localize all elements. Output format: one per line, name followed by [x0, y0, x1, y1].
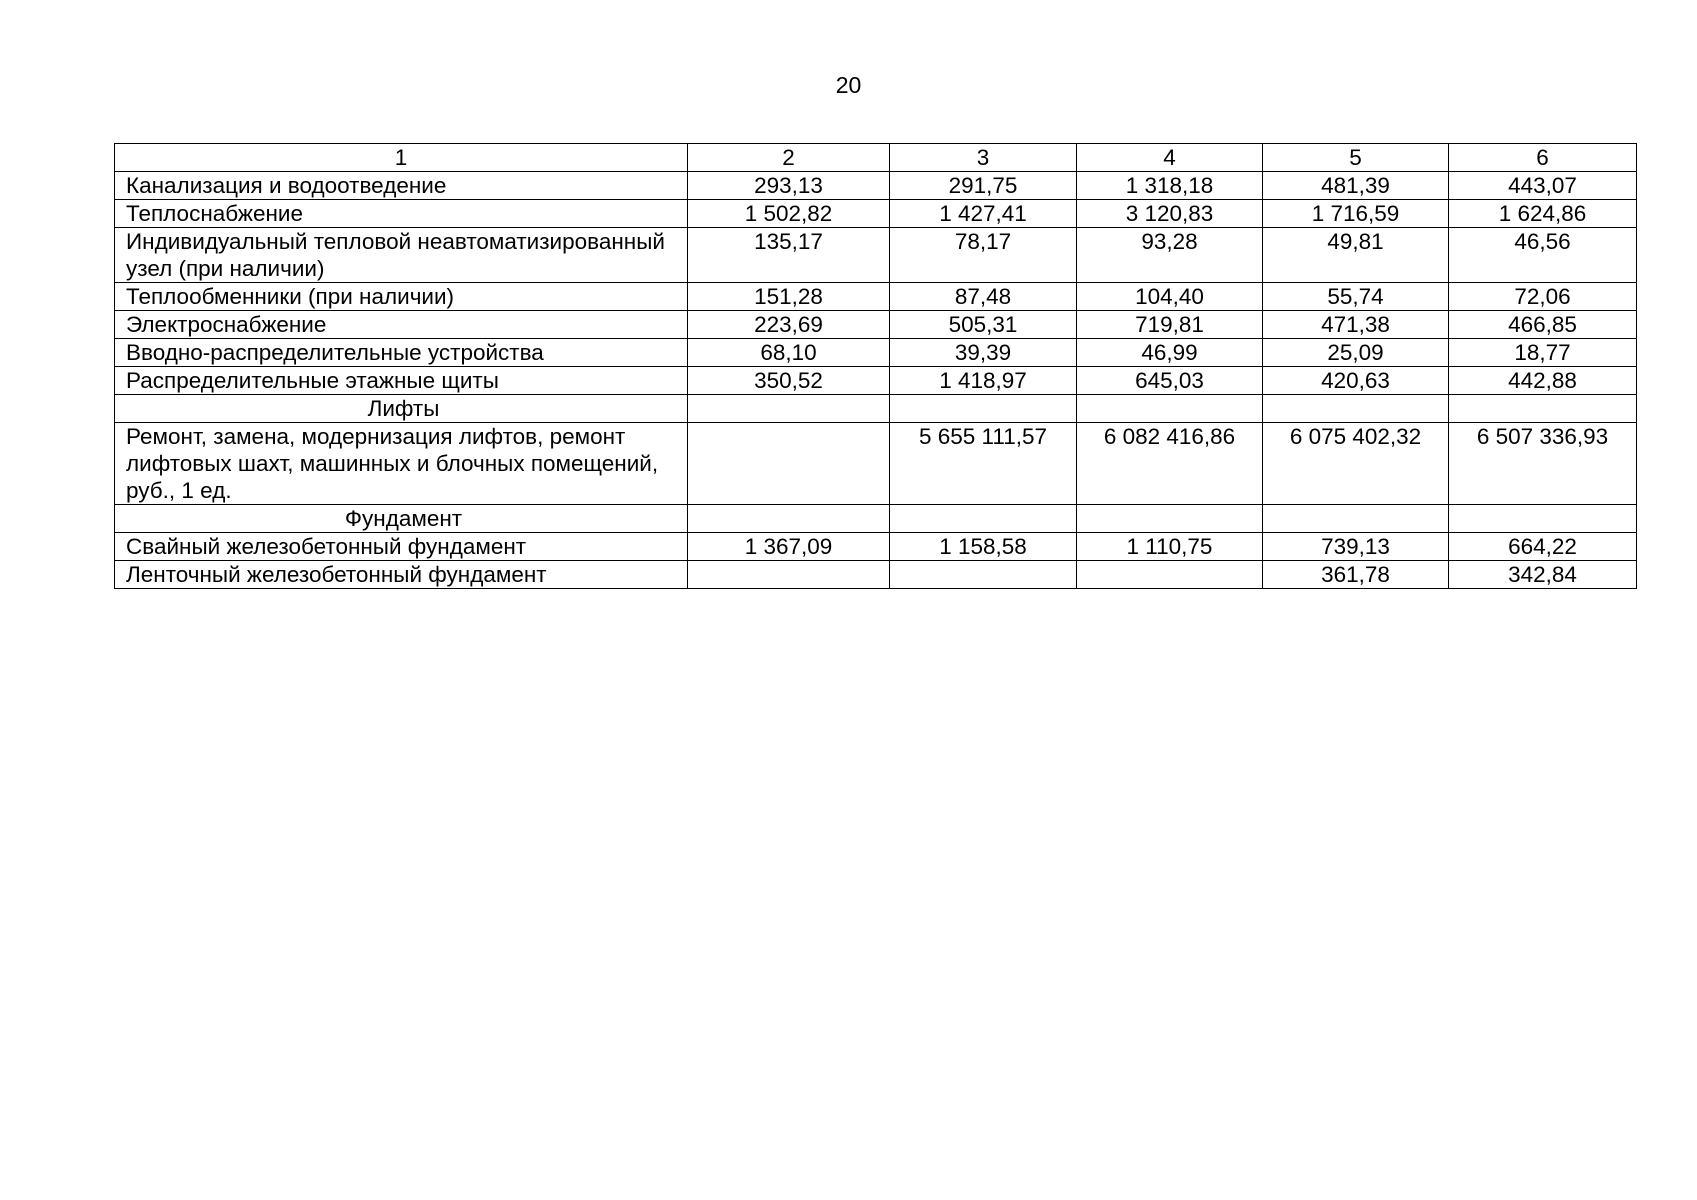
table-row — [115, 561, 1637, 589]
cell-value: 719,81 — [1077, 311, 1263, 339]
row-label: Свайный железобетонный фундамент — [115, 533, 688, 561]
column-header: 2 — [688, 144, 890, 172]
cell-value — [1263, 395, 1449, 423]
cell-value — [688, 561, 890, 589]
cell-value: 466,85 — [1449, 311, 1637, 339]
cell-value: 18,77 — [1449, 339, 1637, 367]
cell-value: 645,03 — [1077, 367, 1263, 395]
cell-value: 1 427,41 — [890, 200, 1077, 228]
cell-value: 68,10 — [688, 339, 890, 367]
row-label: Канализация и водоотведение — [115, 172, 688, 200]
cell-value: 664,22 — [1449, 533, 1637, 561]
cell-value: 293,13 — [688, 172, 890, 200]
table-row — [115, 283, 1637, 311]
cell-value: 1 502,82 — [688, 200, 890, 228]
cell-value: 6 507 336,93 — [1449, 423, 1637, 505]
section-row — [115, 395, 1637, 423]
cell-value: 151,28 — [688, 283, 890, 311]
cell-value: 93,28 — [1077, 228, 1263, 283]
cell-value: 361,78 — [1263, 561, 1449, 589]
table-row — [115, 533, 1637, 561]
cell-value: 3 120,83 — [1077, 200, 1263, 228]
section-row — [115, 505, 1637, 533]
cell-value: 1 624,86 — [1449, 200, 1637, 228]
column-header: 4 — [1077, 144, 1263, 172]
cell-value: 87,48 — [890, 283, 1077, 311]
cell-value: 471,38 — [1263, 311, 1449, 339]
cell-value: 442,88 — [1449, 367, 1637, 395]
row-label: Теплоснабжение — [115, 200, 688, 228]
cell-value: 78,17 — [890, 228, 1077, 283]
cell-value: 25,09 — [1263, 339, 1449, 367]
table-row — [115, 228, 1637, 283]
table-row — [115, 311, 1637, 339]
cell-value — [688, 395, 890, 423]
table-row — [115, 339, 1637, 367]
cost-table — [114, 143, 1637, 589]
cell-value: 46,56 — [1449, 228, 1637, 283]
cell-value: 55,74 — [1263, 283, 1449, 311]
column-header: 6 — [1449, 144, 1637, 172]
cell-value: 1 418,97 — [890, 367, 1077, 395]
cell-value: 1 110,75 — [1077, 533, 1263, 561]
cell-value — [890, 505, 1077, 533]
cell-value: 1 158,58 — [890, 533, 1077, 561]
cell-value: 6 082 416,86 — [1077, 423, 1263, 505]
page-number: 20 — [835, 72, 862, 98]
cell-value: 39,39 — [890, 339, 1077, 367]
row-label: Ленточный железобетонный фундамент — [115, 561, 688, 589]
column-header: 3 — [890, 144, 1077, 172]
cell-value — [688, 505, 890, 533]
row-label: Вводно-распределительные устройства — [115, 339, 688, 367]
cell-value — [890, 395, 1077, 423]
cell-value: 104,40 — [1077, 283, 1263, 311]
cell-value — [688, 423, 890, 505]
cell-value: 72,06 — [1449, 283, 1637, 311]
cell-value — [1077, 561, 1263, 589]
row-label: Распределительные этажные щиты — [115, 367, 688, 395]
cell-value: 1 367,09 — [688, 533, 890, 561]
cell-value: 6 075 402,32 — [1263, 423, 1449, 505]
cell-value: 1 318,18 — [1077, 172, 1263, 200]
cell-value: 46,99 — [1077, 339, 1263, 367]
cell-value: 291,75 — [890, 172, 1077, 200]
section-title: Лифты — [115, 395, 688, 423]
cell-value: 1 716,59 — [1263, 200, 1449, 228]
cell-value: 350,52 — [688, 367, 890, 395]
table-row — [115, 200, 1637, 228]
cell-value — [1077, 505, 1263, 533]
column-header: 1 — [115, 144, 688, 172]
cell-value: 420,63 — [1263, 367, 1449, 395]
row-label: Теплообменники (при наличии) — [115, 283, 688, 311]
cell-value — [1449, 395, 1637, 423]
table-row — [115, 367, 1637, 395]
table-row — [115, 172, 1637, 200]
table-row — [115, 423, 1637, 505]
cell-value: 739,13 — [1263, 533, 1449, 561]
column-header: 5 — [1263, 144, 1449, 172]
cell-value: 5 655 111,57 — [890, 423, 1077, 505]
cell-value: 135,17 — [688, 228, 890, 283]
cell-value: 481,39 — [1263, 172, 1449, 200]
cell-value: 49,81 — [1263, 228, 1449, 283]
section-title: Фундамент — [115, 505, 688, 533]
cell-value: 342,84 — [1449, 561, 1637, 589]
cell-value — [1263, 505, 1449, 533]
row-label: Ремонт, замена, модернизация лифтов, ремонт лифтовых шахт, машинных и блочных помещений, руб., 1 ед. — [115, 423, 688, 505]
cell-value — [890, 561, 1077, 589]
cell-value: 443,07 — [1449, 172, 1637, 200]
cell-value — [1449, 505, 1637, 533]
cell-value: 223,69 — [688, 311, 890, 339]
row-label: Электроснабжение — [115, 311, 688, 339]
row-label: Индивидуальный тепловой неавтоматизированный узел (при наличии) — [115, 228, 688, 283]
table-header-row — [115, 144, 1637, 172]
cell-value: 505,31 — [890, 311, 1077, 339]
cell-value — [1077, 395, 1263, 423]
